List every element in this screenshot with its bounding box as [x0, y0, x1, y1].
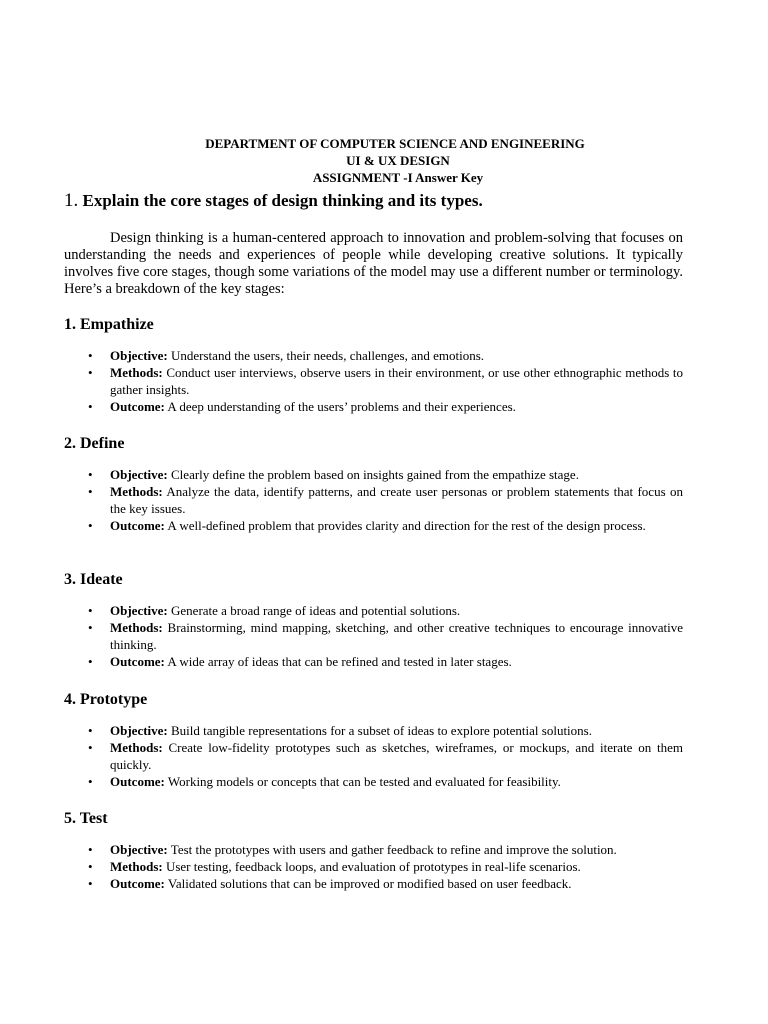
- question-text: Explain the core stages of design thinking and its types.: [82, 191, 483, 210]
- question-heading: [64, 190, 483, 212]
- item-text: Validated solutions that can be improved or modified based on user feedback.: [167, 876, 572, 891]
- item-text: Brainstorming, mind mapping, sketching, and other creative techniques to encourage innovative thinking.: [110, 620, 684, 652]
- bullet-icon: •: [88, 365, 93, 380]
- bullet-icon: •: [88, 723, 93, 738]
- item-label: Outcome:: [110, 654, 165, 669]
- list-item: [64, 653, 683, 670]
- stage-title: 2. Define: [64, 435, 125, 452]
- item-label: Objective:: [110, 603, 168, 618]
- item-text: Test the prototypes with users and gather feedback to refine and improve the solution.: [170, 842, 617, 857]
- bullet-icon: •: [88, 654, 93, 669]
- stage-title: 3. Ideate: [64, 571, 123, 588]
- item-text: Analyze the data, identify patterns, and create user personas or problem statements that focus on the key issues.: [110, 484, 683, 516]
- item-text: Working models or concepts that can be tested and evaluated for feasibility.: [167, 774, 561, 789]
- item-label: Methods:: [110, 859, 163, 874]
- item-label: Objective:: [110, 723, 168, 738]
- item-label: Outcome:: [110, 518, 165, 533]
- item-text: User testing, feedback loops, and evaluation of prototypes in real-life scenarios.: [165, 859, 581, 874]
- item-text: A deep understanding of the users’ problems and their experiences.: [167, 399, 516, 414]
- item-text: Conduct user interviews, observe users in their environment, or use other ethnographic methods to gather insights.: [110, 365, 684, 397]
- course-heading: UI & UX DESIGN: [346, 153, 450, 168]
- list-item: [64, 517, 683, 534]
- stage-section-test: [64, 809, 683, 892]
- item-text: Create low-fidelity prototypes such as sketches, wireframes, or mockups, and iterate on them quickly.: [110, 740, 684, 772]
- list-item: [64, 722, 683, 739]
- list-item: [64, 483, 683, 517]
- item-label: Objective:: [110, 842, 168, 857]
- bullet-icon: •: [88, 859, 93, 874]
- stage-bullet-list: [64, 841, 683, 892]
- list-item: [64, 841, 683, 858]
- stage-title: 4. Prototype: [64, 691, 148, 708]
- list-item: [64, 858, 683, 875]
- bullet-icon: •: [88, 740, 93, 755]
- bullet-icon: •: [88, 399, 93, 414]
- department-heading: DEPARTMENT OF COMPUTER SCIENCE AND ENGINEERING: [205, 136, 585, 151]
- item-label: Outcome:: [110, 774, 165, 789]
- stage-bullet-list: [64, 466, 683, 534]
- list-item: [64, 773, 683, 790]
- list-item: [64, 875, 683, 892]
- item-text: A well-defined problem that provides clarity and direction for the rest of the design process.: [167, 518, 646, 533]
- stage-bullet-list: [64, 602, 683, 670]
- list-item: [64, 739, 683, 773]
- bullet-icon: •: [88, 467, 93, 482]
- item-label: Methods:: [110, 484, 163, 499]
- bullet-icon: •: [88, 484, 93, 499]
- stage-section-prototype: [64, 690, 683, 790]
- bullet-icon: •: [88, 620, 93, 635]
- stage-title: 1. Empathize: [64, 316, 154, 333]
- item-text: A wide array of ideas that can be refined and tested in later stages.: [167, 654, 512, 669]
- item-text: Build tangible representations for a subset of ideas to explore potential solutions.: [171, 723, 592, 738]
- item-label: Objective:: [110, 467, 168, 482]
- assignment-heading: ASSIGNMENT -I Answer Key: [312, 170, 484, 185]
- bullet-icon: •: [88, 603, 93, 618]
- intro-paragraph: Design thinking is a human-centered approach to innovation and problem-solving that focuses on understanding the needs and experiences of people while developing creative solutions. It typically involves five core stages, though some variations of the model may use a different number or terminology. Here’s a breakdown of the key stages:: [64, 230, 683, 297]
- bullet-icon: •: [88, 348, 93, 363]
- list-item: [64, 602, 683, 619]
- list-item: [64, 347, 683, 364]
- item-label: Methods:: [110, 620, 163, 635]
- stage-section-ideate: [64, 570, 683, 670]
- bullet-icon: •: [88, 876, 93, 891]
- question-number: 1.: [64, 190, 79, 211]
- item-text: Generate a broad range of ideas and potential solutions.: [171, 603, 461, 618]
- item-label: Outcome:: [110, 399, 165, 414]
- bullet-icon: •: [88, 518, 93, 533]
- stage-bullet-list: [64, 722, 683, 790]
- list-item: [64, 398, 683, 415]
- bullet-icon: •: [88, 842, 93, 857]
- list-item: [64, 619, 683, 653]
- stage-title: 5. Test: [64, 810, 108, 827]
- item-label: Methods:: [110, 740, 163, 755]
- item-label: Outcome:: [110, 876, 165, 891]
- item-text: Clearly define the problem based on insights gained from the empathize stage.: [171, 467, 579, 482]
- stage-bullet-list: [64, 347, 683, 415]
- stage-section-define: [64, 434, 683, 534]
- item-label: Methods:: [110, 365, 163, 380]
- item-label: Objective:: [110, 348, 168, 363]
- bullet-icon: •: [88, 774, 93, 789]
- document-header: [0, 135, 768, 186]
- list-item: [64, 466, 683, 483]
- list-item: [64, 364, 683, 398]
- item-text: Understand the users, their needs, challenges, and emotions.: [171, 348, 485, 363]
- stage-section-empathize: [64, 315, 683, 415]
